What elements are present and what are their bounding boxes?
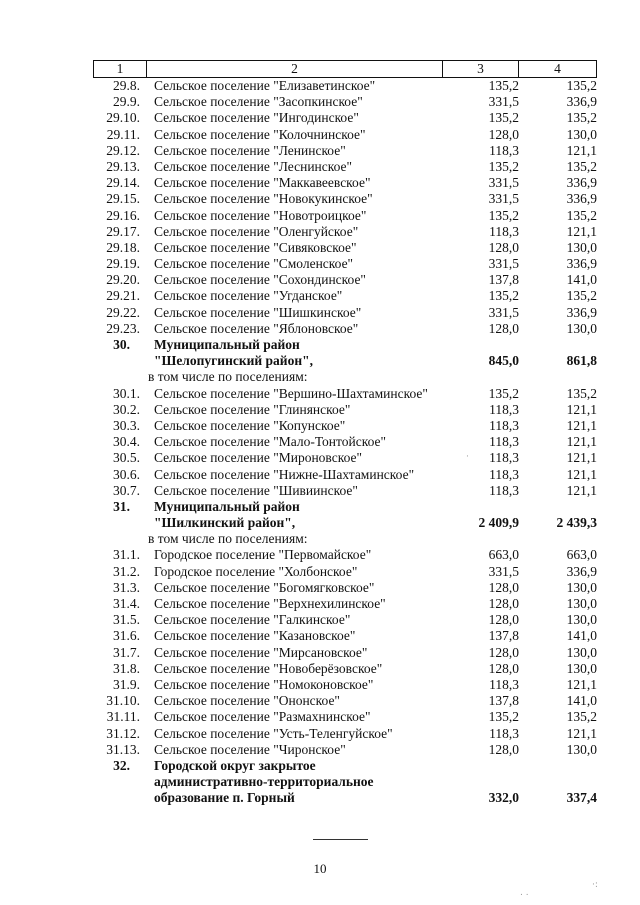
row-value-col3: 2 409,9 (478, 515, 519, 531)
row-name: Сельское поселение "Богомягковское" (154, 579, 375, 595)
table-row (0, 580, 640, 596)
header-col-4: 4 (518, 61, 596, 77)
row-value-col4: 121,1 (566, 482, 597, 498)
row-value-col3: 331,5 (488, 191, 519, 207)
row-name: Сельское поселение "Номоконовское" (154, 676, 374, 692)
row-value-col3: 331,5 (488, 256, 519, 272)
row-value-col3: 663,0 (488, 547, 519, 563)
header-col-2: 2 (146, 61, 442, 77)
table-row (0, 677, 640, 693)
row-value-col3: 118,3 (489, 676, 519, 692)
row-value-col4: 121,1 (566, 417, 597, 433)
row-number: 30.4. (113, 434, 140, 450)
row-name: Сельское поселение "Новотроицкое" (154, 207, 367, 223)
row-name: Городское поселение "Холбонское" (154, 563, 358, 579)
row-value-col4: 121,1 (566, 223, 597, 239)
row-name: Сельское поселение "Глинянское" (154, 401, 351, 417)
row-value-col3: 118,3 (489, 725, 519, 741)
row-value-col4: 121,1 (566, 401, 597, 417)
row-value-col3: 135,2 (488, 288, 519, 304)
table-row (0, 78, 640, 94)
row-value-col4: 121,1 (566, 466, 597, 482)
row-value-col3: 128,0 (488, 579, 519, 595)
row-value-col4: 336,9 (566, 175, 597, 191)
row-value-col4: 130,0 (566, 741, 597, 757)
row-value-col4: 121,1 (566, 676, 597, 692)
table-row (0, 564, 640, 580)
row-name: Сельское поселение "Засопкинское" (154, 94, 363, 110)
header-col-1: 1 (116, 61, 124, 76)
row-number: 30.7. (113, 482, 140, 498)
table-row (0, 774, 640, 790)
row-name: Городское поселение "Первомайское" (154, 547, 372, 563)
row-name: "Шелопугинский район", (154, 353, 313, 369)
row-name: Сельское поселение "Угданское" (154, 288, 343, 304)
row-value-col4: 141,0 (566, 693, 597, 709)
row-number: 31.7. (113, 644, 140, 660)
table-row (0, 742, 640, 758)
row-value-col4: 130,0 (566, 320, 597, 336)
row-value-col3: 332,0 (488, 790, 519, 806)
scan-speck: ·: (592, 880, 598, 890)
row-number: 29.22. (106, 304, 140, 320)
row-number: 31.10. (106, 693, 140, 709)
row-number: 31.5. (113, 612, 140, 628)
row-number: 29.15. (106, 191, 140, 207)
table-row (0, 208, 640, 224)
table-row (0, 612, 640, 628)
row-value-col3: 118,3 (489, 142, 519, 158)
table-row (0, 596, 640, 612)
row-value-col4: 663,0 (566, 547, 597, 563)
row-number: 29.23. (106, 320, 140, 336)
table-row (0, 94, 640, 110)
row-name: административно-территориальное (154, 774, 374, 790)
table-row (0, 661, 640, 677)
row-number: 30.3. (113, 417, 140, 433)
row-value-col4: 337,4 (566, 790, 597, 806)
table-row (0, 790, 640, 806)
row-value-col4: 336,9 (566, 94, 597, 110)
row-value-col4: 135,2 (566, 385, 597, 401)
row-number: 29.14. (106, 175, 140, 191)
row-name: в том числе по поселениям: (148, 531, 308, 547)
row-number: 31.11. (106, 709, 140, 725)
row-number: 29.20. (106, 272, 140, 288)
row-name: образование п. Горный (154, 790, 295, 806)
table-row (0, 418, 640, 434)
table-header (93, 60, 597, 78)
table-row (0, 531, 640, 547)
row-number: 31.8. (113, 660, 140, 676)
row-value-col3: 135,2 (488, 385, 519, 401)
table-row (0, 402, 640, 418)
row-value-col3: 128,0 (488, 320, 519, 336)
row-value-col4: 336,9 (566, 304, 597, 320)
row-name: Сельское поселение "Колочнинское" (154, 126, 366, 142)
table-row (0, 175, 640, 191)
table-row (0, 483, 640, 499)
row-number: 29.19. (106, 256, 140, 272)
row-name: Сельское поселение "Оленгуйское" (154, 223, 359, 239)
row-value-col3: 118,3 (489, 417, 519, 433)
table-row (0, 758, 640, 774)
row-value-col4: 135,2 (566, 207, 597, 223)
row-value-col3: 128,0 (488, 239, 519, 255)
table-row (0, 110, 640, 126)
row-value-col4: 121,1 (566, 434, 597, 450)
row-name: Сельское поселение "Усть-Теленгуйское" (154, 725, 393, 741)
row-value-col4: 336,9 (566, 563, 597, 579)
row-number: 30.5. (113, 450, 140, 466)
row-value-col3: 118,3 (489, 482, 519, 498)
row-value-col3: 331,5 (488, 175, 519, 191)
row-value-col4: 336,9 (566, 256, 597, 272)
row-name: Сельское поселение "Сивяковское" (154, 239, 357, 255)
row-name: Сельское поселение "Яблоновское" (154, 320, 359, 336)
row-number: 29.17. (106, 223, 140, 239)
row-value-col4: 130,0 (566, 596, 597, 611)
row-name: Сельское поселение "Сохондинское" (154, 272, 366, 288)
row-value-col3: 128,0 (488, 596, 519, 611)
row-value-col4: 130,0 (566, 579, 597, 595)
row-value-col4: 861,8 (566, 353, 597, 369)
row-value-col4: 130,0 (566, 239, 597, 255)
row-name: Сельское поселение "Мирсановское" (154, 644, 368, 660)
table-row (0, 288, 640, 304)
row-value-col4: 130,0 (566, 612, 597, 628)
table-row (0, 434, 640, 450)
table-row (0, 143, 640, 159)
row-value-col4: 135,2 (566, 110, 597, 126)
row-value-col4: 121,1 (566, 450, 597, 466)
row-value-col3: 128,0 (488, 660, 519, 676)
row-value-col3: 331,5 (488, 94, 519, 110)
scan-speck: · (466, 452, 469, 462)
row-name: Сельское поселение "Ингодинское" (154, 110, 359, 126)
table-row (0, 337, 640, 353)
page-number: 10 (313, 861, 327, 876)
header-col-3: 3 (442, 61, 518, 77)
row-number: 29.16. (106, 207, 140, 223)
table-row (0, 515, 640, 531)
row-name: Сельское поселение "Размахнинское" (154, 709, 371, 725)
row-number: 30.2. (113, 401, 140, 417)
footer-divider (313, 839, 368, 840)
row-name: Сельское поселение "Чиронское" (154, 741, 346, 757)
row-value-col3: 128,0 (488, 612, 519, 628)
row-value-col4: 141,0 (566, 272, 597, 288)
row-name: Сельское поселение "Вершино-Шахтаминское" (154, 385, 428, 401)
row-value-col4: 141,0 (566, 628, 597, 644)
row-number: 31.12. (106, 725, 140, 741)
row-number: 31. (113, 498, 130, 514)
row-number: 32. (113, 757, 130, 773)
row-name: Муниципальный район (154, 337, 300, 352)
row-name: Сельское поселение "Новокукинское" (154, 191, 373, 207)
row-number: 29.13. (106, 158, 140, 174)
row-value-col3: 128,0 (488, 741, 519, 757)
row-name: Сельское поселение "Ленинское" (154, 142, 346, 158)
row-value-col3: 118,3 (489, 223, 519, 239)
row-name: Сельское поселение "Новоберёзовское" (154, 660, 383, 676)
row-name: Сельское поселение "Галкинское" (154, 612, 351, 628)
row-value-col4: 135,2 (566, 288, 597, 304)
row-number: 31.2. (113, 563, 140, 579)
row-number: 29.21. (106, 288, 140, 304)
row-value-col3: 331,5 (488, 304, 519, 320)
row-value-col3: 135,2 (488, 207, 519, 223)
row-number: 29.8. (113, 78, 140, 93)
table-row (0, 159, 640, 175)
row-name: Муниципальный район (154, 498, 300, 514)
table-row (0, 353, 640, 369)
row-name: Сельское поселение "Смоленское" (154, 256, 354, 272)
row-value-col3: 137,8 (488, 628, 519, 644)
row-value-col4: 135,2 (566, 158, 597, 174)
row-number: 31.3. (113, 579, 140, 595)
row-value-col3: 135,2 (488, 158, 519, 174)
table-row (0, 693, 640, 709)
row-number: 29.10. (106, 110, 140, 126)
row-value-col3: 137,8 (488, 693, 519, 709)
row-name: Сельское поселение "Маккавеевское" (154, 175, 371, 191)
row-number: 31.1. (113, 547, 140, 563)
row-name: Сельское поселение "Елизаветинское" (154, 78, 376, 93)
row-name: Сельское поселение "Казановское" (154, 628, 356, 644)
row-name: Сельское поселение "Мало-Тонтойское" (154, 434, 386, 450)
scan-speck: . . (520, 888, 529, 898)
row-number: 29.12. (106, 142, 140, 158)
row-number: 29.18. (106, 239, 140, 255)
row-name: Сельское поселение "Верхнехилинское" (154, 596, 386, 611)
row-number: 31.9. (113, 676, 140, 692)
row-number: 30.6. (113, 466, 140, 482)
table-row (0, 272, 640, 288)
row-name: в том числе по поселениям: (148, 369, 308, 385)
table-row (0, 224, 640, 240)
row-name: Сельское поселение "Нижне-Шахтаминское" (154, 466, 415, 482)
row-value-col3: 137,8 (488, 272, 519, 288)
row-number: 31.4. (113, 596, 140, 611)
row-value-col3: 128,0 (488, 126, 519, 142)
table-row (0, 127, 640, 143)
row-value-col3: 118,3 (489, 434, 519, 450)
table-row (0, 547, 640, 563)
row-value-col3: 135,2 (488, 110, 519, 126)
table-row (0, 305, 640, 321)
row-value-col4: 121,1 (566, 142, 597, 158)
row-value-col4: 135,2 (566, 709, 597, 725)
row-value-col4: 130,0 (566, 660, 597, 676)
table-row (0, 450, 640, 466)
row-name: Городской округ закрытое (154, 757, 316, 773)
row-name: Сельское поселение "Копунское" (154, 417, 346, 433)
table-row (0, 467, 640, 483)
table-body (0, 78, 640, 806)
row-value-col4: 336,9 (566, 191, 597, 207)
row-value-col3: 118,3 (489, 466, 519, 482)
row-name: Сельское поселение "Леснинское" (154, 158, 353, 174)
table-row (0, 386, 640, 402)
row-number: 31.6. (113, 628, 140, 644)
table-row (0, 191, 640, 207)
row-name: "Шилкинский район", (154, 515, 296, 531)
row-value-col4: 130,0 (566, 644, 597, 660)
row-value-col3: 135,2 (488, 78, 519, 93)
row-value-col3: 135,2 (488, 709, 519, 725)
row-value-col3: 118,3 (489, 401, 519, 417)
table-row (0, 645, 640, 661)
row-value-col3: 128,0 (488, 644, 519, 660)
row-value-col4: 121,1 (566, 725, 597, 741)
row-value-col3: 118,3 (489, 450, 519, 466)
table-row (0, 256, 640, 272)
row-name: Сельское поселение "Мироновское" (154, 450, 362, 466)
row-value-col4: 135,2 (566, 78, 597, 93)
row-name: Сельское поселение "Ононское" (154, 693, 340, 709)
row-number: 30.1. (113, 385, 140, 401)
row-number: 29.11. (106, 126, 140, 142)
row-value-col4: 130,0 (566, 126, 597, 142)
row-number: 31.13. (106, 741, 140, 757)
row-number: 29.9. (113, 94, 140, 110)
table-row (0, 321, 640, 337)
table-row (0, 628, 640, 644)
table-row (0, 726, 640, 742)
row-name: Сельское поселение "Шишкинское" (154, 304, 362, 320)
row-value-col3: 845,0 (488, 353, 519, 369)
row-number: 30. (113, 337, 130, 352)
table-row (0, 499, 640, 515)
row-name: Сельское поселение "Шивиинское" (154, 482, 358, 498)
table-row (0, 709, 640, 725)
table-row (0, 369, 640, 385)
table-row (0, 240, 640, 256)
row-value-col3: 331,5 (488, 563, 519, 579)
row-value-col4: 2 439,3 (556, 515, 597, 531)
